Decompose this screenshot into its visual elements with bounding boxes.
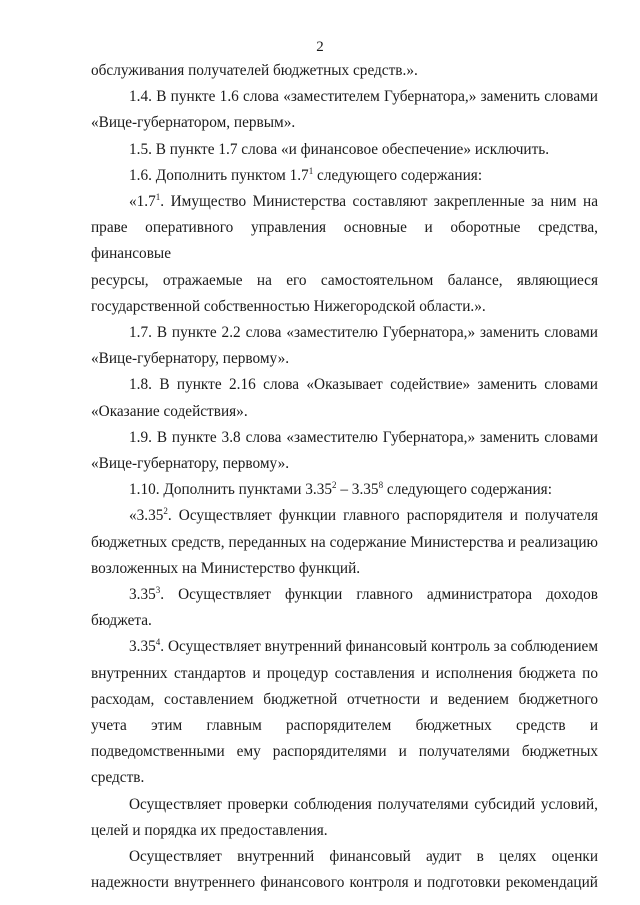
clause-1-7-1-line: ресурсы, отражаемые на его самостоятельном балансе, являющиеся: [91, 271, 598, 289]
paragraph-1-9-end: «Вице-губернатору, первому».: [91, 455, 290, 473]
clause-3-35-4-end: средств.: [91, 769, 145, 787]
document-body: [91, 58, 598, 897]
clause-1-7-1-end: государственной собственностью Нижегородской области.».: [91, 297, 486, 315]
paragraph-continuation: обслуживания получателей бюджетных средств.».: [91, 62, 418, 79]
paragraph-1-9: 1.9. В пункте 3.8 слова «заместителю Губернатора,» заменить словами: [129, 428, 598, 446]
paragraph-1-8-end: «Оказание содействия».: [91, 402, 248, 420]
clause-3-35-4: 3.35$^4$. Осуществляет внутренний финансовый контроль за соблюдением: [129, 637, 598, 656]
clause-3-35-4-line: расходам, составлением бюджетной отчетности и ведением бюджетного: [91, 690, 598, 708]
clause-3-35-3: 3.35$^3$. Осуществляет функции главного администратора доходов: [129, 585, 598, 604]
paragraph-1-5: 1.5. В пункте 1.7 слова «и финансовое обеспечение» исключить.: [129, 140, 550, 158]
paragraph-subsidy-checks: Осуществляет проверки соблюдения получателями субсидий условий,: [129, 795, 598, 813]
clause-3-35-4-line: учета этим главным распорядителем бюджетных средств и: [91, 717, 598, 735]
paragraph-internal-audit: Осуществляет внутренний финансовый аудит в целях оценки: [129, 848, 598, 866]
paragraph-1-8: 1.8. В пункте 2.16 слова «Оказывает содействие» заменить словами: [129, 376, 598, 394]
paragraph-internal-audit-line: надежности внутреннего финансового контроля и подготовки рекомендаций: [91, 874, 598, 892]
clause-3-35-3-end: бюджета.: [91, 612, 152, 630]
paragraph-1-7-end: «Вице-губернатору, первому».: [91, 350, 290, 368]
clause-1-7-1-line: праве оперативного управления основные и оборотные средства, финансовые: [91, 219, 598, 263]
clause-3-35-2: «3.35$^2$. Осуществляет функции главного распорядителя и получателя: [129, 506, 598, 525]
paragraph-1-7: 1.7. В пункте 2.2 слова «заместителю Губернатора,» заменить словами: [129, 324, 598, 342]
clause-3-35-4-line: подведомственными ему распорядителями и получателями бюджетных: [91, 743, 598, 761]
paragraph-1-4-end: «Вице-губернатором, первым».: [91, 114, 296, 132]
clause-3-35-2-line: бюджетных средств, переданных на содержание Министерства и реализацию: [91, 533, 598, 551]
paragraph-1-6: 1.6. Дополнить пунктом $1.7^1$ следующего содержания:: [129, 165, 483, 184]
clause-3-35-4-line: внутренних стандартов и процедур составления и исполнения бюджета по: [91, 664, 598, 682]
clause-3-35-2-end: возложенных на Министерство функций.: [91, 559, 361, 577]
paragraph-1-4: 1.4. В пункте 1.6 слова «заместителем Губернатора,» заменить словами: [129, 88, 598, 106]
paragraph-subsidy-checks-end: целей и порядка их предоставления.: [91, 821, 328, 839]
paragraph-1-10: 1.10. Дополнить пунктами 3.35$^2$ – 3.35$^8$ следующего содержания:: [129, 480, 552, 499]
page-number: 2: [316, 39, 324, 55]
clause-1-7-1: «$1.7^1$. Имущество Министерства составляют закрепленные за ним на: [129, 192, 598, 211]
